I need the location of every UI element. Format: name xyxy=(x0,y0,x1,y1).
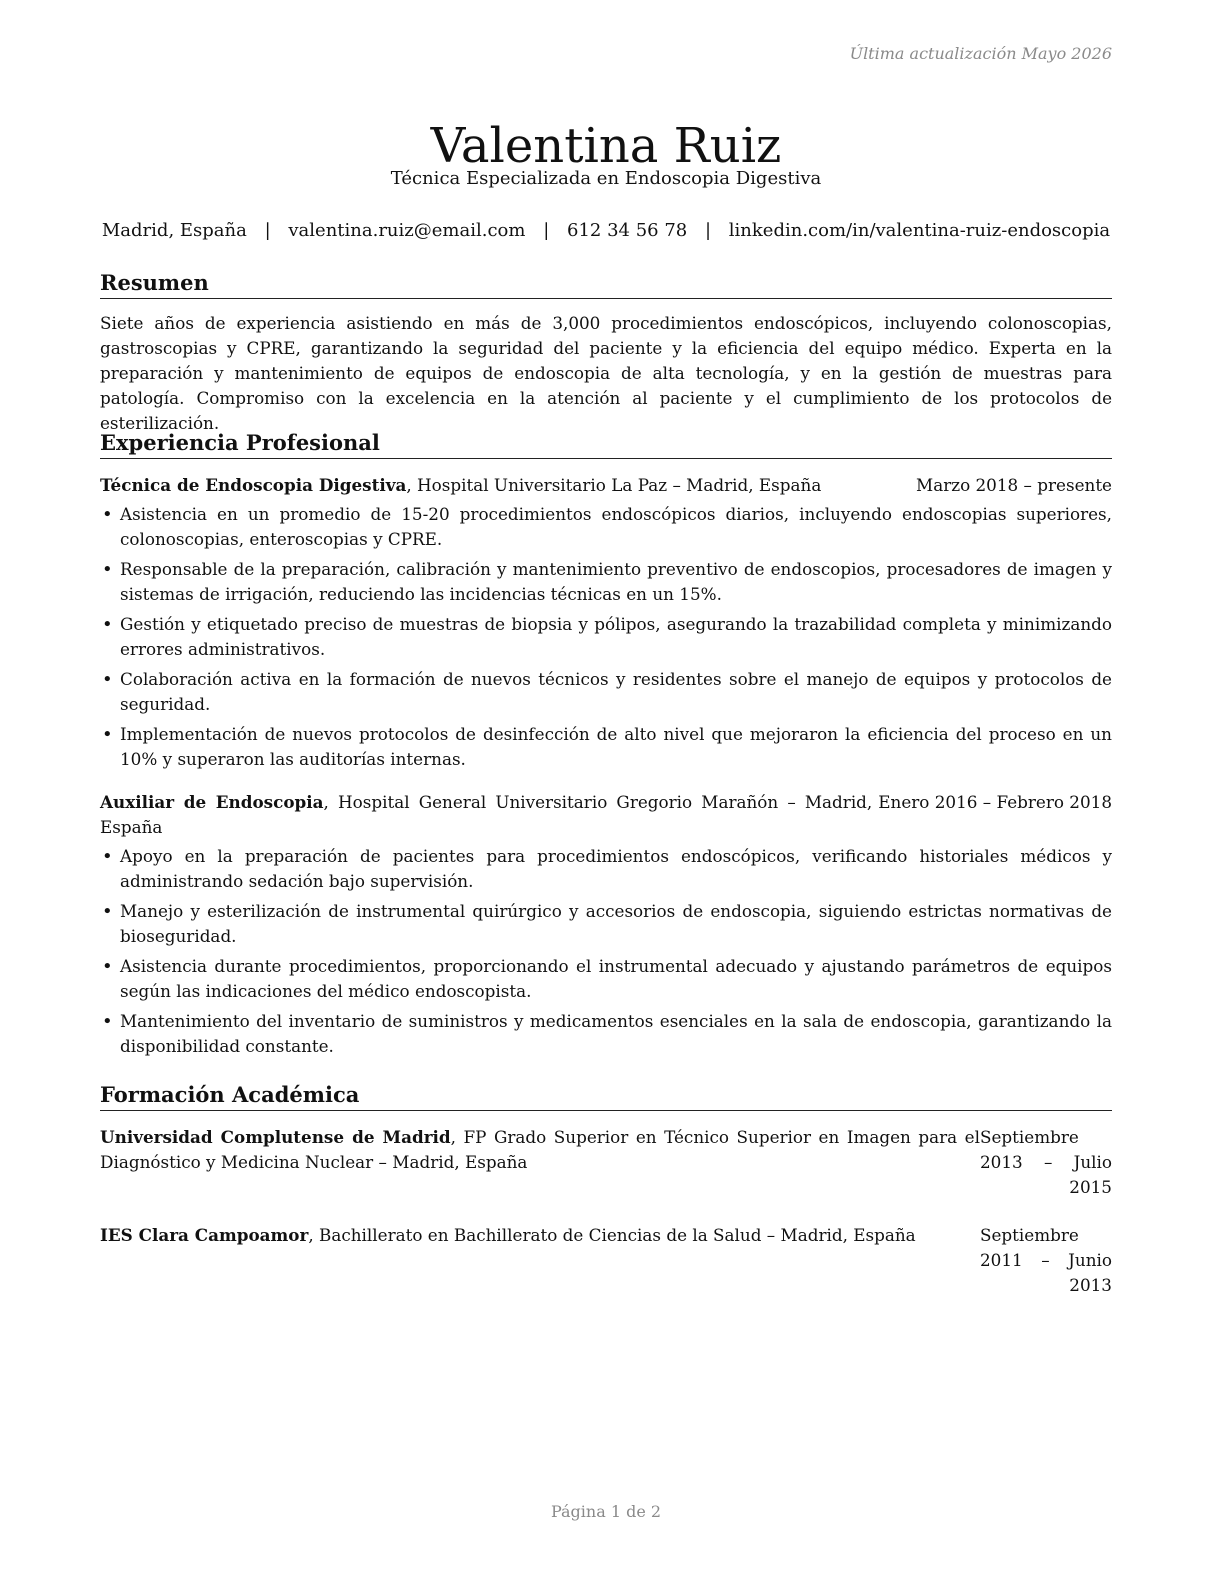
candidate-title: Técnica Especializada en Endoscopia Digestiva xyxy=(390,168,822,189)
education-dates: Septiembre 2011 – Junio 2013 xyxy=(980,1225,1112,1295)
contact-linkedin[interactable]: linkedin.com/in/valentina-ruiz-endoscopia xyxy=(728,220,1111,241)
contact-email[interactable]: valentina.ruiz@email.com xyxy=(288,220,526,241)
education-dates: Septiembre 2013 – Julio 2015 xyxy=(980,1127,1112,1197)
bullet-item: • Implementación de nuevos protocolos de desinfección de alto nivel que mejoraron la eficiencia del proceso en un 10% y superaron las auditorías internas. xyxy=(100,722,1112,772)
summary-text: Siete años de experiencia asistiendo en más de 3,000 procedimientos endoscópicos, incluyendo colonoscopias, gastroscopias y CPRE, garantizando la seguridad del paciente y la eficiencia del equipo médico. Experta en la preparación y mantenimiento de equipos de endoscopia de alta tecnología, y en la gestión de muestras para patología. Compromiso con la excelencia en la atención al paciente y el cumplimiento de los protocolos de esterilización. xyxy=(100,313,1112,433)
job-header xyxy=(100,473,1112,498)
education-entry xyxy=(100,1223,1112,1298)
contact-separator: | xyxy=(264,220,271,241)
section-title-summary: Resumen xyxy=(100,270,1112,299)
education-detail: , FP Grado Superior en Técnico Superior en Imagen para el Diagnóstico y Medicina Nuclear – Madrid, España xyxy=(100,1127,980,1172)
candidate-name: Valentina Ruiz xyxy=(430,118,782,175)
bullet-item: • Responsable de la preparación, calibración y mantenimiento preventivo de endoscopios, procesadores de imagen y sistemas de irrigación, reduciendo las incidencias técnicas en un 15%. xyxy=(100,557,1112,607)
job-dates: Marzo 2018 – presente xyxy=(916,475,1112,495)
contact-line xyxy=(100,220,1112,241)
education-school: IES Clara Campoamor xyxy=(100,1225,309,1245)
section-title-education: Formación Académica xyxy=(100,1082,1112,1111)
bullet-item: • Asistencia en un promedio de 15-20 procedimientos endoscópicos diarios, incluyendo endoscopias superiores, colonoscopias, enteroscopias y CPRE. xyxy=(100,502,1112,552)
page-number: Página 1 de 2 xyxy=(550,1502,662,1521)
education-section xyxy=(100,1082,1112,1298)
bullet-item: • Colaboración activa en la formación de nuevos técnicos y residentes sobre el manejo de equipos y protocolos de seguridad. xyxy=(100,667,1112,717)
contact-location: Madrid, España xyxy=(101,220,247,241)
job-bullets xyxy=(100,844,1112,1059)
experience-section xyxy=(100,430,1112,1064)
job-role: Técnica de Endoscopia Digestiva xyxy=(100,475,407,495)
job-entry xyxy=(100,790,1112,1059)
resume-page xyxy=(100,0,1112,1584)
job-place: , Hospital Universitario La Paz – Madrid, España xyxy=(406,475,822,495)
bullet-item: • Gestión y etiquetado preciso de muestras de biopsia y pólipos, asegurando la trazabilidad completa y minimizando errores administrativos. xyxy=(100,612,1112,662)
bullet-item: • Mantenimiento del inventario de suministros y medicamentos esenciales en la sala de endoscopia, garantizando la disponibilidad constante. xyxy=(100,1009,1112,1059)
last-updated: Última actualización Mayo 2026 xyxy=(849,44,1112,63)
summary-section xyxy=(100,270,1112,436)
job-entry xyxy=(100,473,1112,772)
job-bullets xyxy=(100,502,1112,772)
job-header xyxy=(100,790,1112,840)
bullet-item: • Manejo y esterilización de instrumental quirúrgico y accesorios de endoscopia, siguiendo estrictas normativas de bioseguridad. xyxy=(100,899,1112,949)
contact-separator: | xyxy=(543,220,550,241)
education-entry xyxy=(100,1125,1112,1200)
education-school: Universidad Complutense de Madrid xyxy=(100,1127,451,1147)
education-detail: , Bachillerato en Bachillerato de Ciencias de la Salud – Madrid, España xyxy=(308,1225,916,1245)
contact-phone: 612 34 56 78 xyxy=(567,220,688,241)
job-role: Auxiliar de Endoscopia xyxy=(100,792,324,812)
bullet-item: • Apoyo en la preparación de pacientes para procedimientos endoscópicos, verificando historiales médicos y administrando sedación bajo supervisión. xyxy=(100,844,1112,894)
section-title-experience: Experiencia Profesional xyxy=(100,430,1112,459)
bullet-item: • Asistencia durante procedimientos, proporcionando el instrumental adecuado y ajustando parámetros de equipos según las indicaciones del médico endoscopista. xyxy=(100,954,1112,1004)
job-place: , Hospital General Universitario Gregorio Marañón – Madrid, España xyxy=(100,792,873,837)
contact-separator: | xyxy=(704,220,712,241)
job-dates: Enero 2016 – Febrero 2018 xyxy=(878,792,1112,812)
